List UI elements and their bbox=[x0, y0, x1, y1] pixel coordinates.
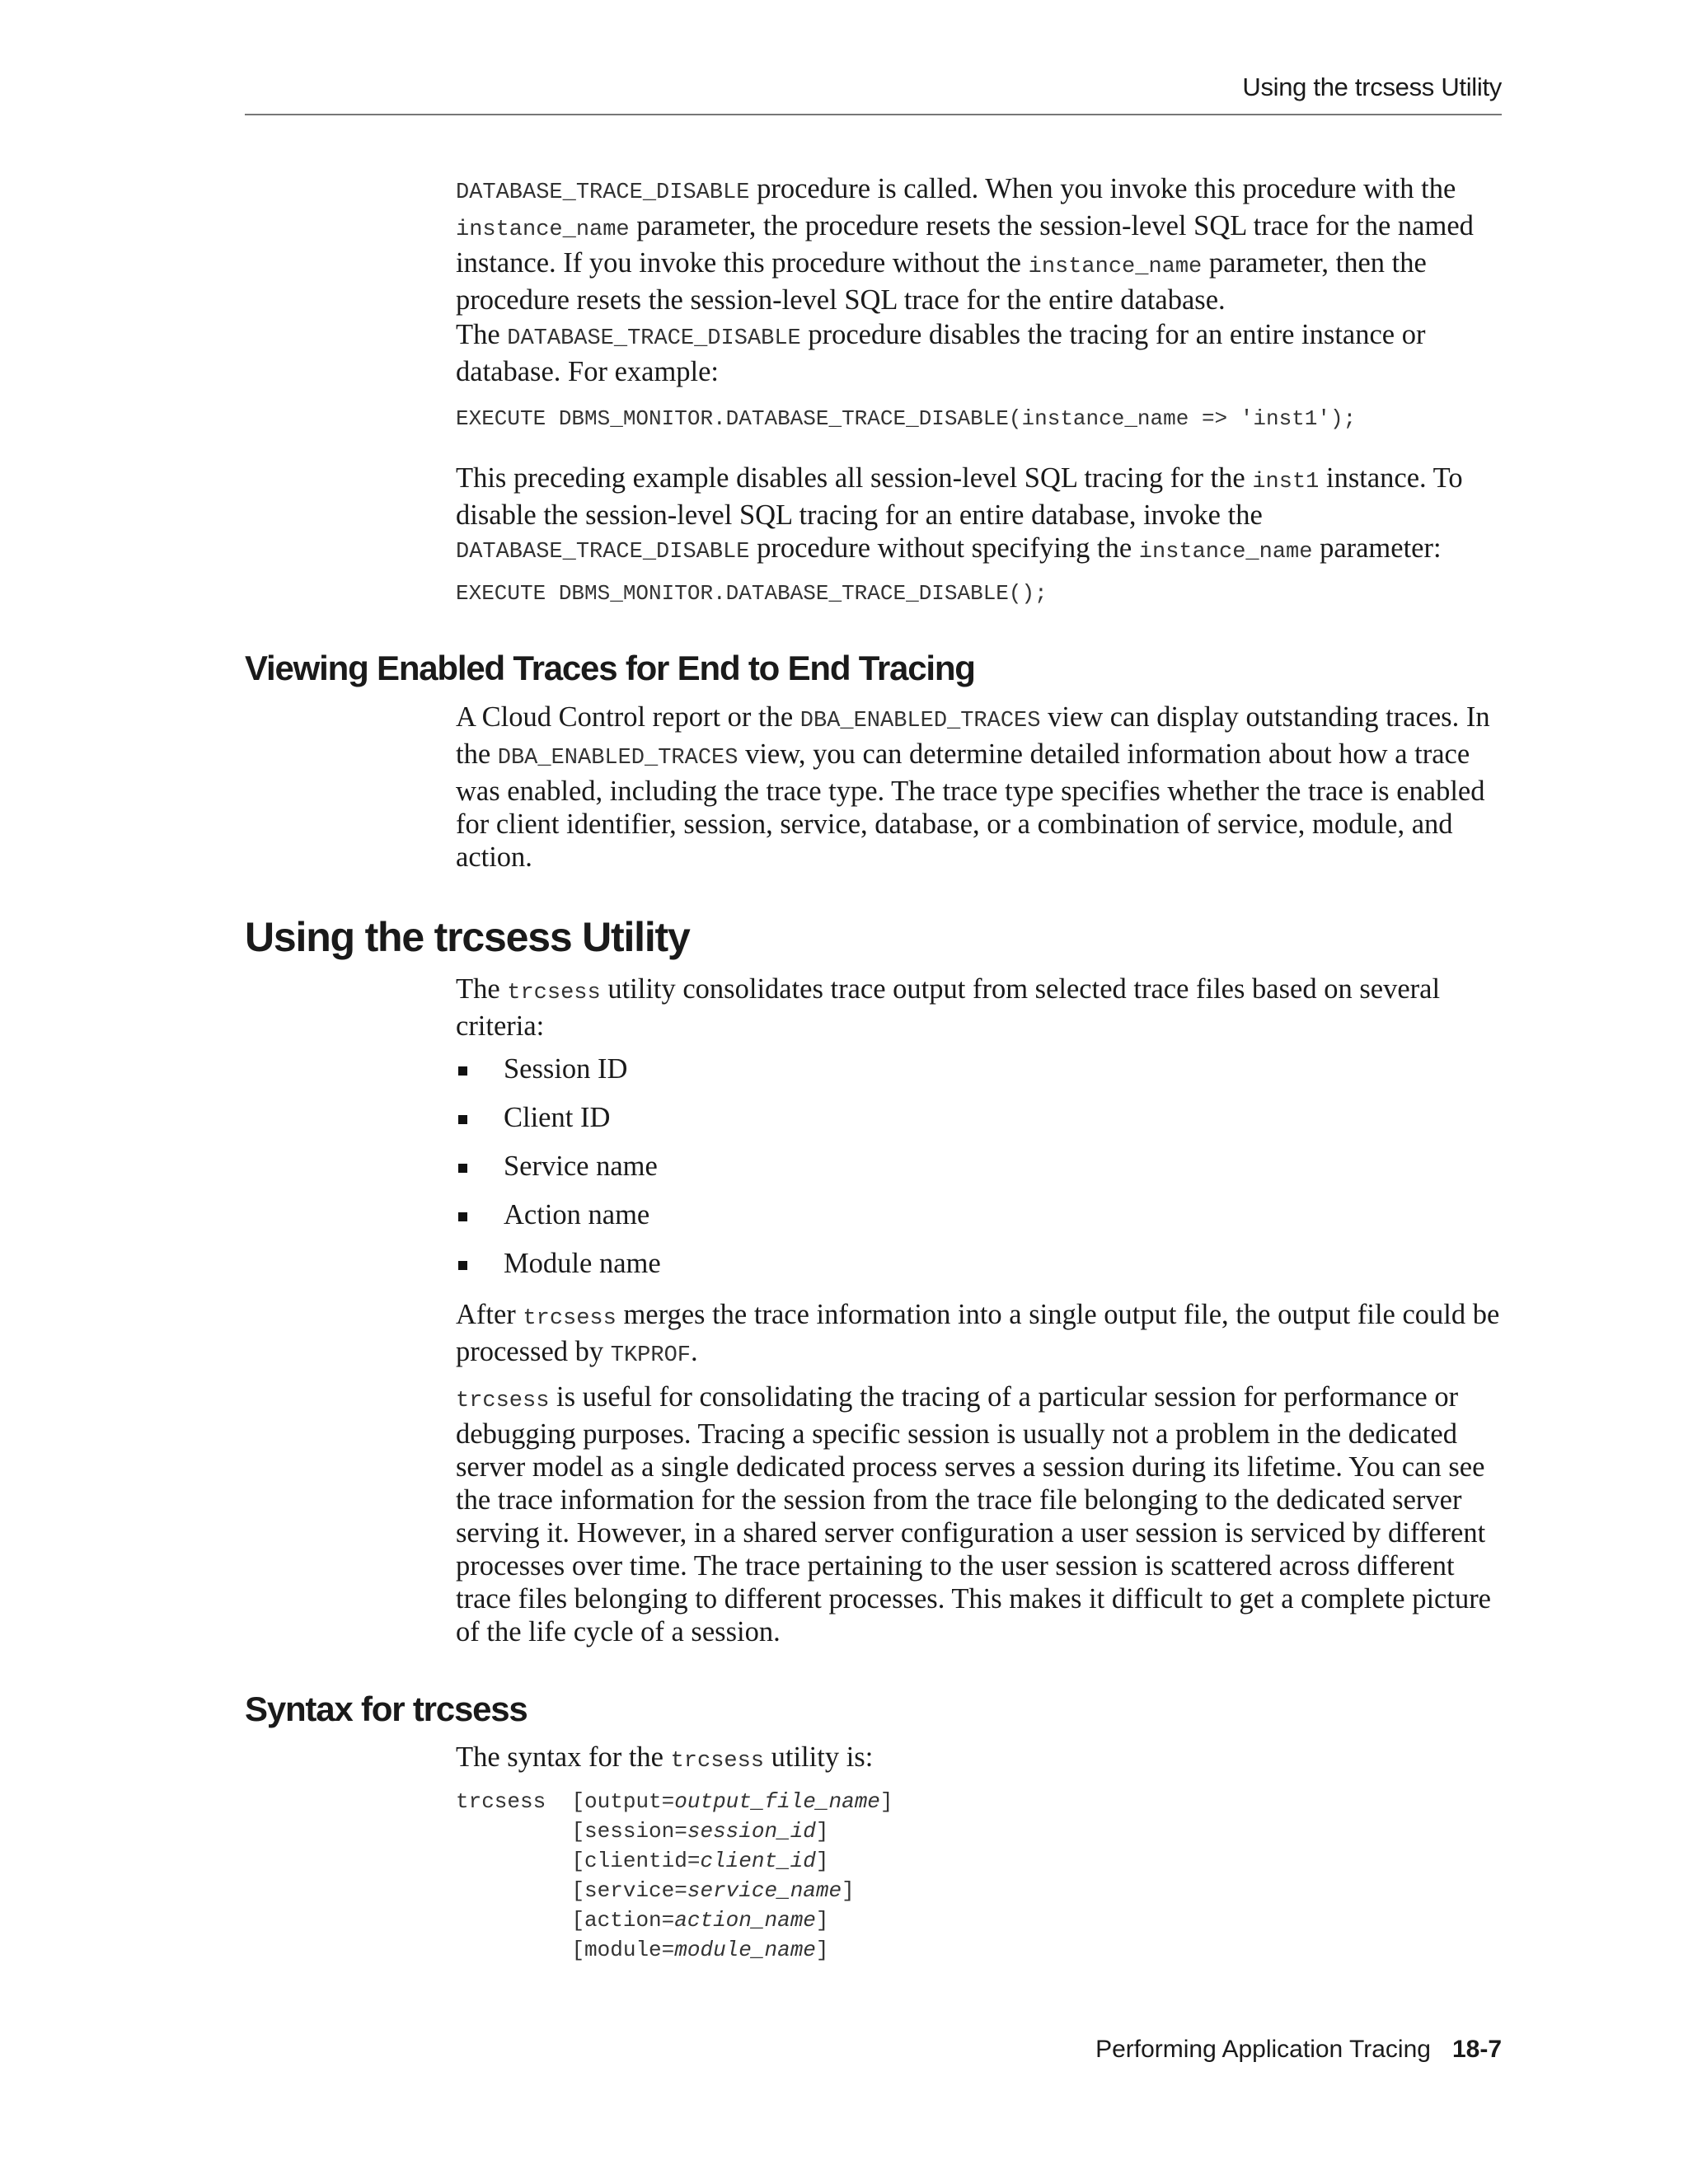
list-item: Client ID bbox=[456, 1101, 1507, 1150]
inline-code: DATABASE_TRACE_DISABLE bbox=[456, 540, 750, 565]
running-header: Using the trcsess Utility bbox=[1242, 73, 1502, 101]
syntax-option: [clientid=client_id] bbox=[571, 1849, 829, 1873]
list-item: Session ID bbox=[456, 1052, 1507, 1101]
code-example-2: EXECUTE DBMS_MONITOR.DATABASE_TRACE_DISABLE(); bbox=[456, 581, 1048, 606]
syntax-command: trcsess bbox=[456, 1789, 546, 1814]
bullet-square-icon bbox=[458, 1115, 467, 1124]
trcsess-usage-paragraph: trcsess is useful for consolidating the tracing of a particular session for performance or debugging purposes. Tracing a specific session is usually not a problem in the dedicated server model as a single dedicated process serves a session during its lifetime. You can see the trace information for the session from the trace file belonging to the dedicated server serving it. However, in a shared server configuration a user session is serviced by different processes over time. The trace pertaining to the user session is scattered across different trace files belonging to different processes. This makes it difficult to get a complete picture of the life cycle of a session. bbox=[456, 1381, 1491, 1647]
inline-code: trcsess bbox=[507, 981, 601, 1005]
inline-code: DATABASE_TRACE_DISABLE bbox=[456, 180, 750, 205]
viewing-traces-paragraph: A Cloud Control report or the DBA_ENABLED_TRACES view can display outstanding traces. In the DBA_ENABLED_TRACES view, you can determine detailed information about how a trace was enabled, including the trace type. The trace type specifies whether the trace is enabled for client identifier, session, service, database, or a combination of service, module, and action. bbox=[456, 701, 1490, 873]
section-heading-syntax: Syntax for trcsess bbox=[245, 1690, 528, 1728]
inline-code: instance_name bbox=[1028, 255, 1203, 279]
criteria-list bbox=[456, 1052, 1507, 1296]
code-example-1: EXECUTE DBMS_MONITOR.DATABASE_TRACE_DISABLE(instance_name => 'inst1'); bbox=[456, 406, 1357, 431]
inline-code: DBA_ENABLED_TRACES bbox=[497, 746, 738, 771]
inline-code: trcsess bbox=[456, 1389, 550, 1413]
page-footer bbox=[1095, 2036, 1502, 2064]
intro-paragraph-2: The DATABASE_TRACE_DISABLE procedure disables the tracing for an entire instance or database. For example: bbox=[456, 319, 1426, 387]
trcsess-merge-paragraph: After trcsess merges the trace information into a single output file, the output file could be processed by TKPROF. bbox=[456, 1299, 1500, 1368]
intro-paragraph-3: This preceding example disables all session-level SQL tracing for the inst1 instance. To disable the session-level SQL tracing for an entire database, invoke the DATABASE_TRACE_DISABLE procedure without specifying the instance_name parameter: bbox=[456, 462, 1463, 565]
syntax-paragraph: The syntax for the trcsess utility is: bbox=[456, 1741, 874, 1774]
syntax-option: [action=action_name] bbox=[571, 1908, 829, 1933]
inline-code: instance_name bbox=[1138, 540, 1313, 565]
inline-code: instance_name bbox=[456, 218, 630, 242]
list-item: Action name bbox=[456, 1198, 1507, 1247]
trcsess-intro-paragraph: The trcsess utility consolidates trace output from selected trace files based on several criteria: bbox=[456, 973, 1441, 1042]
intro-paragraph-1: DATABASE_TRACE_DISABLE procedure is called. When you invoke this procedure with the instance_name parameter, the procedure resets the session-level SQL trace for the named instance. If you invoke this procedure without the instance_name parameter, then the procedure resets the session-level SQL trace for the entire database. bbox=[456, 173, 1474, 316]
bullet-square-icon bbox=[458, 1164, 467, 1173]
syntax-option: [output=output_file_name] bbox=[571, 1789, 893, 1814]
syntax-option: [module=module_name] bbox=[571, 1938, 829, 1962]
inline-code: DBA_ENABLED_TRACES bbox=[799, 709, 1041, 733]
header-rule bbox=[245, 114, 1502, 115]
syntax-option: [service=service_name] bbox=[571, 1878, 855, 1903]
section-heading-trcsess: Using the trcsess Utility bbox=[245, 914, 690, 960]
bullet-square-icon bbox=[458, 1261, 467, 1270]
inline-code: trcsess bbox=[523, 1306, 617, 1331]
page-number: 18-7 bbox=[1451, 2036, 1502, 2063]
list-item: Service name bbox=[456, 1150, 1507, 1198]
syntax-code-block bbox=[456, 1787, 1507, 1965]
bullet-square-icon bbox=[458, 1066, 467, 1076]
bullet-square-icon bbox=[458, 1212, 467, 1221]
list-item: Module name bbox=[456, 1247, 1507, 1296]
section-heading-viewing-traces: Viewing Enabled Traces for End to End Tracing bbox=[245, 649, 975, 687]
inline-code: DATABASE_TRACE_DISABLE bbox=[507, 326, 801, 351]
inline-code: TKPROF bbox=[610, 1343, 691, 1368]
syntax-option: [session=session_id] bbox=[571, 1819, 829, 1844]
inline-code: trcsess bbox=[670, 1749, 765, 1774]
footer-chapter-title: Performing Application Tracing bbox=[1095, 2036, 1431, 2063]
inline-code: inst1 bbox=[1252, 470, 1320, 494]
